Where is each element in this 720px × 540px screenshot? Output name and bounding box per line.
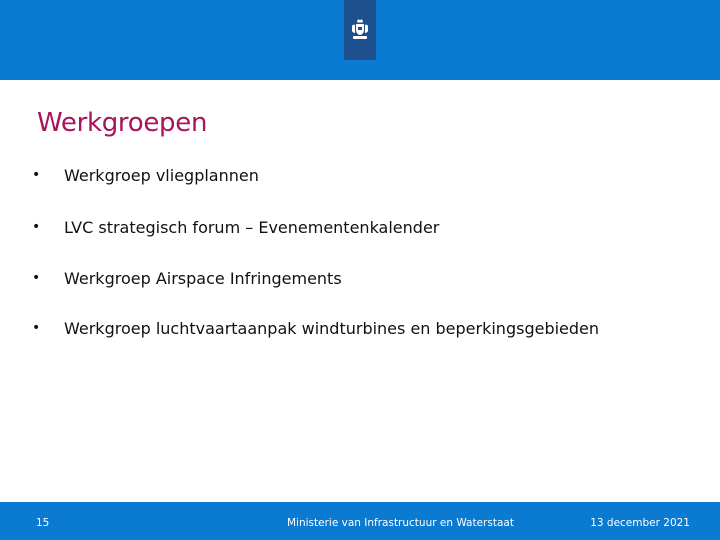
bullet-item	[32, 215, 439, 239]
presentation-date: 13 december 2021	[590, 517, 690, 529]
government-logo	[344, 0, 376, 60]
bullet-item	[32, 163, 259, 187]
page-number: 15	[36, 517, 50, 529]
bullet-text: Werkgroep Airspace Infringements	[64, 268, 342, 288]
header-bar	[0, 0, 720, 80]
bullet-dot: •	[32, 167, 41, 183]
slide-title: Werkgroepen	[37, 108, 208, 138]
bullet-text: LVC strategisch forum – Evenementenkalender	[64, 217, 440, 237]
bullet-item	[32, 266, 342, 290]
footer-bar	[0, 502, 720, 540]
bullet-dot: •	[32, 270, 41, 286]
bullet-dot: •	[32, 320, 41, 336]
bullet-item	[32, 316, 599, 340]
bullet-dot: •	[32, 219, 41, 235]
bullet-text: Werkgroep luchtvaartaanpak windturbines en beperkingsgebieden	[64, 318, 600, 338]
coat-of-arms-icon	[348, 17, 372, 43]
bullet-text: Werkgroep vliegplannen	[64, 165, 259, 185]
ministry-name: Ministerie van Infrastructuur en Waterstaat	[287, 517, 514, 529]
